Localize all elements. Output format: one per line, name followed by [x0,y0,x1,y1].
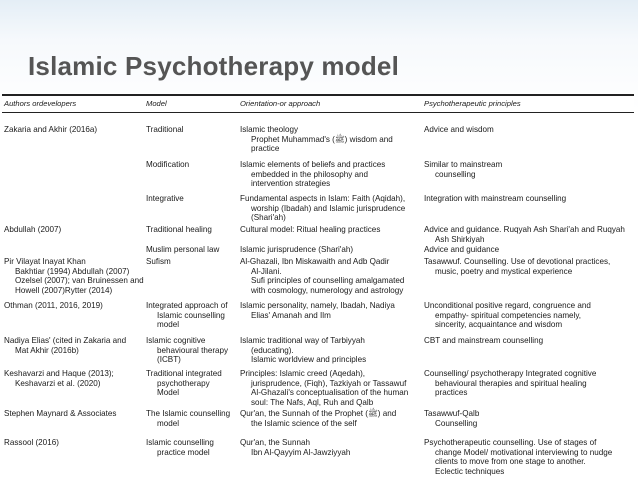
cell-line: Islamic traditional way of Tarbiyyah [240,336,365,345]
cell-orientation [240,336,366,365]
cell-line: Stephen Maynard & Associates [4,409,117,418]
cell-principles [424,194,566,204]
cell-line: Al-Ghazali's conceptualisation of the human [251,388,409,397]
cell-model [146,194,184,204]
cell-line: Model [157,388,180,397]
cell-line: psychotherapy [157,378,210,388]
cell-line: Islamic theology [240,125,299,134]
cell-line: Counselling [435,418,478,428]
header-authors: Authors ordevelopers [4,99,77,108]
cell-line: Advice and guidance. Ruqyah Ash Shari'ah and Ruqyah [424,225,625,234]
cell-orientation [240,194,405,223]
cell-orientation [240,257,404,295]
cell-line: change Model/ motivational interviewing to nudge [435,447,613,457]
cell-model [146,257,171,267]
cell-line: The Islamic counselling [146,409,231,418]
cell-line: Advice and guidance [424,245,500,254]
cell-line: Islamic jurisprudence (Shari'ah) [240,245,354,254]
cell-line: Qur'an, the Sunnah [240,438,310,447]
cell-line: Mat Akhir (2016b) [15,345,79,355]
table-top-rule [2,94,634,96]
cell-line: Unconditional positive regard, congruence and [424,301,591,310]
cell-line: Integrated approach of [146,301,228,310]
cell-orientation [240,301,395,320]
cell-principles [424,369,596,398]
cell-line: Islamic counselling [157,310,225,320]
cell-line: (ICBT) [157,355,181,364]
cell-line: Psychotherapeutic counselling. Use of stages of [424,438,597,447]
cell-model [146,369,222,398]
cell-line: counselling [435,169,476,179]
cell-orientation [240,369,408,407]
cell-line: Ibn Al-Qayyim Al-Jawziyyah [251,447,351,457]
cell-model [146,301,227,330]
cell-principles [424,225,625,244]
cell-line: Principles: Islamic creed (Aqedah), [240,369,366,378]
cell-line: the Islamic science of the self [251,418,357,428]
cell-line: Prophet Muhammad's (ﷺ) wisdom and [251,134,393,144]
cell-principles [424,301,591,330]
cell-author [4,225,61,235]
cell-line: sincerity, acquaintance and wisdom [435,320,563,329]
cell-line: clients to move from one stage to another. [435,457,586,466]
cell-model [146,409,230,428]
cell-line: empathy- spiritual competencies namely, [435,310,582,320]
cell-model [146,225,212,235]
cell-line: Traditional healing [146,225,212,234]
cell-line: Cultural model: Ritual healing practices [240,225,381,234]
cell-principles [424,409,479,428]
cell-author [4,301,103,311]
cell-principles [424,336,543,346]
cell-orientation [240,245,353,255]
cell-line: Fundamental aspects in Islam: Faith (Aqidah), [240,194,406,203]
cell-line: embedded in the philosophy and [251,169,368,179]
cell-line: Tasawwuf. Counselling. Use of devotional practices, [424,257,611,266]
models-table [2,93,634,478]
cell-line: Abdullah (2007) [4,225,62,234]
cell-line: Islamic worldview and principles [251,355,367,364]
cell-line: Islamic elements of beliefs and practices [240,160,386,169]
cell-line: model [157,320,180,329]
cell-line: practices [435,388,468,397]
cell-line: Keshavarzi and Haque (2013); [4,369,114,378]
cell-author [4,257,144,295]
cell-line: Integration with mainstream counselling [424,194,567,203]
cell-line: practice [251,144,280,153]
cell-author [4,438,59,448]
cell-line: intervention strategies [251,179,331,188]
cell-line: Traditional [146,125,184,134]
cell-model [146,438,214,457]
cell-line: Bakhtiar (1994) Abdullah (2007) [15,266,130,276]
cell-line: Al-Ghazali, Ibn Miskawaith and Adb Qadir [240,257,390,266]
cell-author [4,409,116,419]
cell-line: Traditional integrated [146,369,222,378]
table-header-rule [2,112,634,113]
cell-line: Islamic cognitive [146,336,206,345]
cell-orientation [240,409,396,428]
cell-principles [424,160,502,179]
header-principles: Psychotherapeutic principles [424,99,521,108]
cell-model [146,336,228,365]
cell-author [4,369,114,388]
cell-line: Sufism [146,257,171,266]
cell-principles [424,257,610,276]
cell-line: Al-Jilani. [251,266,282,276]
cell-line: behavioural therapy [157,345,229,355]
cell-orientation [240,225,380,235]
cell-line: Ozelsel (2007); van Bruinessen and [15,276,144,285]
cell-line: Rassool (2016) [4,438,59,447]
cell-line: Zakaria and Akhir (2016a) [4,125,98,134]
cell-model [146,160,189,170]
cell-line: CBT and mainstream counselling [424,336,544,345]
cell-line: model [157,418,180,428]
cell-line: Othman (2011, 2016, 2019) [4,301,103,310]
cell-orientation [240,438,350,457]
cell-principles [424,125,494,135]
cell-line: Modification [146,160,190,169]
cell-model [146,125,184,135]
cell-line: Counselling/ psychotherapy Integrated cognitive [424,369,597,378]
cell-line: Similar to mainstream [424,160,503,169]
cell-line: (Shari'ah) [251,213,286,222]
cell-line: Ash Shirkiyah [435,234,485,244]
cell-line: Howell (2007)Rytter (2014) [15,285,113,295]
cell-line: Keshavarzi et al. (2020) [15,378,101,388]
cell-line: with cosmology, numerology and astrology [251,285,404,295]
cell-line: Islamic counselling [146,438,214,447]
cell-line: behavioural therapies and spiritual healing [435,378,587,388]
cell-line: Tasawwuf-Qalb [424,409,480,418]
cell-line: Nadiya Elias' (cited in Zakaria and [4,336,127,345]
cell-line: practice model [157,447,210,457]
cell-principles [424,438,612,476]
cell-line: Islamic personality, namely, Ibadah, Nadiya [240,301,395,310]
cell-line: music, poetry and mystical experience [435,266,573,276]
cell-line: Elias' Amanah and Ilm [251,310,331,320]
cell-orientation [240,160,385,189]
cell-line: Eclectic techniques [435,466,505,476]
cell-principles [424,245,499,255]
cell-line: worship (Ibadah) and Islamic jurisprudence [251,203,406,213]
cell-orientation [240,125,393,154]
cell-line: soul: The Nafs, Aql, Ruh and Qalb [251,397,374,407]
cell-line: Sufi principles of counselling amalgamated [251,276,405,285]
cell-model [146,245,219,255]
header-model: Model [146,99,167,108]
cell-author [4,336,126,355]
cell-line: Advice and wisdom [424,125,494,134]
cell-line: Pir Vilayat Inayat Khan [4,257,86,266]
header-orientation: Orientation-or approach [240,99,321,108]
cell-line: jurisprudence, (Fiqh), Tazkiyah or Tassawuf [251,378,407,388]
cell-author [4,125,97,135]
cell-line: Qur'an, the Sunnah of the Prophet (ﷺ) and [240,409,397,418]
cell-line: Muslim personal law [146,245,220,254]
cell-line: (educating). [251,345,294,355]
slide-title: Islamic Psychotherapy model [28,51,399,81]
cell-line: Integrative [146,194,184,203]
